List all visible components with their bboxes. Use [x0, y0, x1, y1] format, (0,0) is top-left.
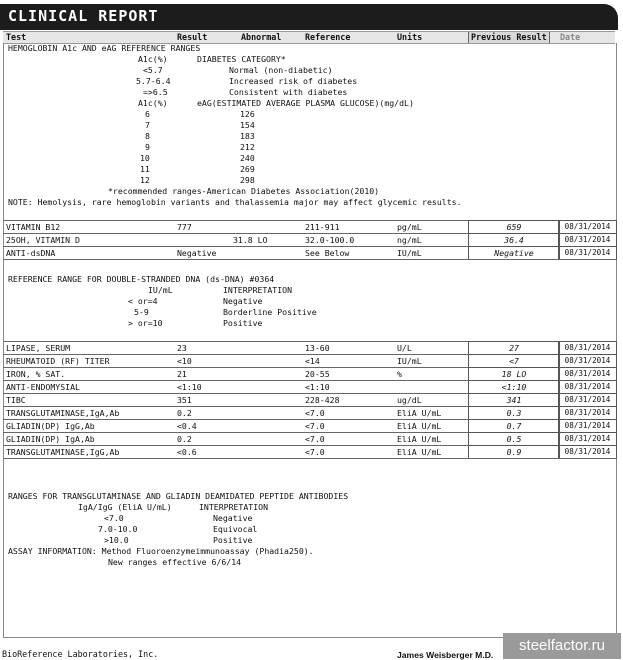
ttg-desc: Negative — [213, 513, 253, 523]
test-name: TRANSGLUTAMINASE,IgA,Ab — [6, 408, 120, 418]
hba1c-heading: HEMOGLOBIN A1c AND eAG REFERENCE RANGES — [8, 43, 201, 53]
dsdna-heading: REFERENCE RANGE FOR DOUBLE-STRANDED DNA (ds-DNA) #0364 — [8, 274, 275, 284]
eag-value: 126 — [240, 109, 255, 119]
dsdna-desc: Positive — [223, 318, 263, 328]
reference-range: <1:10 — [305, 382, 330, 392]
previous-result: Negative — [468, 246, 560, 260]
eag-a1c: 10 — [140, 153, 150, 163]
eag-a1c: 8 — [145, 131, 150, 141]
result-value: 0.2 — [177, 408, 192, 418]
table-row — [3, 419, 615, 432]
category-desc: Increased risk of diabetes — [229, 76, 358, 86]
eag-value: 298 — [240, 175, 255, 185]
units: EliA U/mL — [397, 447, 442, 457]
result-value: <0.6 — [177, 447, 197, 457]
test-name: TRANSGLUTAMINASE,IgG,Ab — [6, 447, 120, 457]
hemolysis-note: NOTE: Hemolysis, rare hemoglobin variants and thalassemia major may affect glycemic results. — [8, 197, 462, 207]
result-value: 23 — [177, 343, 187, 353]
lab-name: BioReference Laboratories, Inc. — [2, 649, 159, 659]
dsdna-range: < or=4 — [128, 296, 158, 306]
ttg-range: >10.0 — [104, 535, 129, 545]
previous-date: 08/31/2014 — [558, 380, 617, 394]
ada-footnote: *recommended ranges-American Diabetes Association(2010) — [108, 186, 380, 196]
test-name: VITAMIN B12 — [6, 222, 61, 232]
report-title: CLINICAL REPORT — [8, 7, 159, 25]
test-name: RHEUMATOID (RF) TITER — [6, 356, 110, 366]
ttg-desc: Positive — [213, 535, 253, 545]
previous-date: 08/31/2014 — [558, 393, 617, 407]
test-name: ANTI-dsDNA — [6, 248, 56, 258]
reference-range: <7.0 — [305, 434, 325, 444]
result-value: Negative — [177, 248, 217, 258]
previous-date: 08/31/2014 — [558, 233, 617, 247]
result-value: 777 — [177, 222, 192, 232]
table-row — [3, 432, 615, 445]
diabetes-category-label: DIABETES CATEGORY* — [197, 54, 286, 64]
test-name: ANTI-ENDOMYSIAL — [6, 382, 80, 392]
previous-result: 341 — [468, 393, 560, 407]
dsdna-desc: Borderline Positive — [223, 307, 317, 317]
dsdna-range: 5-9 — [134, 307, 149, 317]
previous-result: 36.4 — [468, 233, 560, 247]
units: ng/mL — [397, 235, 422, 245]
category-range: =>6.5 — [143, 87, 168, 97]
reference-range: <14 — [305, 356, 320, 366]
result-value: 0.2 — [177, 434, 192, 444]
dsdna-col-units: IU/mL — [148, 285, 173, 295]
result-value: <1:10 — [177, 382, 202, 392]
reference-range: <7.0 — [305, 408, 325, 418]
eag-value: 240 — [240, 153, 255, 163]
test-name: IRON, % SAT. — [6, 369, 66, 379]
previous-date: 08/31/2014 — [558, 354, 617, 368]
dsdna-range: > or=10 — [128, 318, 163, 328]
previous-result: 27 — [468, 341, 560, 355]
reference-range: 32.0-100.0 — [305, 235, 355, 245]
table-row — [3, 233, 615, 246]
test-name: GLIADIN(DP) IgA,Ab — [6, 434, 95, 444]
test-name: 25OH, VITAMIN D — [6, 235, 80, 245]
test-name: GLIADIN(DP) IgG,Ab — [6, 421, 95, 431]
eag-value: 154 — [240, 120, 255, 130]
result-value: <0.4 — [177, 421, 197, 431]
assay-information: ASSAY INFORMATION: Method Fluoroenzymeimmunoassay (Phadia250). — [8, 546, 314, 556]
table-row — [3, 246, 615, 259]
previous-date: 08/31/2014 — [558, 419, 617, 433]
a1c-label-2: A1c(%) — [138, 98, 168, 108]
units: EliA U/mL — [397, 408, 442, 418]
units: ug/dL — [397, 395, 422, 405]
ttg-range: 7.0-10.0 — [98, 524, 138, 534]
units: % — [397, 369, 402, 379]
category-range: <5.7 — [143, 65, 163, 75]
dsdna-desc: Negative — [223, 296, 263, 306]
abnormal-value: 31.8 LO — [233, 235, 268, 245]
col-test: Test — [6, 32, 27, 42]
eag-a1c: 7 — [145, 120, 150, 130]
units: EliA U/mL — [397, 421, 442, 431]
col-result: Result — [177, 32, 208, 42]
units: EliA U/mL — [397, 434, 442, 444]
units: pg/mL — [397, 222, 422, 232]
previous-date: 08/31/2014 — [558, 406, 617, 420]
ttg-range: <7.0 — [104, 513, 124, 523]
col-reference: Reference — [305, 32, 351, 42]
reference-range: <7.0 — [305, 447, 325, 457]
units: IU/mL — [397, 356, 422, 366]
reference-range: 228-428 — [305, 395, 340, 405]
eag-value: 269 — [240, 164, 255, 174]
previous-result: 659 — [468, 220, 560, 234]
ttg-col-interpretation: INTERPRETATION — [199, 502, 269, 512]
previous-date: 08/31/2014 — [558, 367, 617, 381]
a1c-label: A1c(%) — [138, 54, 168, 64]
previous-result: <7 — [468, 354, 560, 368]
reference-range: 13-60 — [305, 343, 330, 353]
table-row — [3, 341, 615, 354]
divider — [3, 259, 615, 260]
dsdna-col-interpretation: INTERPRETATION — [223, 285, 293, 295]
col-previous-result: Previous Result — [468, 32, 550, 43]
table-row — [3, 220, 615, 233]
eag-a1c: 6 — [145, 109, 150, 119]
reference-range: <7.0 — [305, 421, 325, 431]
test-name: TIBC — [6, 395, 26, 405]
units: U/L — [397, 343, 412, 353]
previous-date: 08/31/2014 — [558, 445, 617, 459]
previous-date: 08/31/2014 — [558, 246, 617, 260]
table-row — [3, 393, 615, 406]
ttg-heading: RANGES FOR TRANSGLUTAMINASE AND GLIADIN DEAMIDATED PEPTIDE ANTIBODIES — [8, 491, 349, 501]
previous-result: 0.3 — [468, 406, 560, 420]
col-units: Units — [397, 32, 423, 42]
watermark-text: steelfactor.ru — [519, 637, 605, 654]
physician-name: James Weisberger M.D. — [397, 650, 494, 660]
eag-value: 212 — [240, 142, 255, 152]
result-value: 351 — [177, 395, 192, 405]
ranges-effective: New ranges effective 6/6/14 — [108, 557, 242, 567]
watermark-badge — [503, 633, 621, 659]
result-value: 21 — [177, 369, 187, 379]
category-desc: Normal (non-diabetic) — [229, 65, 333, 75]
reference-range: 211-911 — [305, 222, 340, 232]
previous-result: 0.7 — [468, 419, 560, 433]
previous-date: 08/31/2014 — [558, 432, 617, 446]
category-range: 5.7-6.4 — [136, 76, 171, 86]
ttg-col-units: IgA/IgG (EliA U/mL) — [78, 502, 172, 512]
col-date: Date — [560, 32, 581, 42]
category-desc: Consistent with diabetes — [229, 87, 348, 97]
col-abnormal: Abnormal — [241, 32, 282, 42]
table-row — [3, 445, 615, 458]
eag-a1c: 9 — [145, 142, 150, 152]
table-row — [3, 406, 615, 419]
previous-result: 0.9 — [468, 445, 560, 459]
eag-label: eAG(ESTIMATED AVERAGE PLASMA GLUCOSE)(mg/dL) — [197, 98, 414, 108]
result-value: <10 — [177, 356, 192, 366]
table-row — [3, 380, 615, 393]
previous-date: 08/31/2014 — [558, 341, 617, 355]
divider — [3, 458, 615, 459]
previous-date: 08/31/2014 — [558, 220, 617, 234]
reference-range: 20-55 — [305, 369, 330, 379]
report-header — [0, 4, 618, 30]
eag-value: 183 — [240, 131, 255, 141]
ttg-desc: Equivocal — [213, 524, 258, 534]
eag-a1c: 12 — [140, 175, 150, 185]
units: IU/mL — [397, 248, 422, 258]
previous-result: 0.5 — [468, 432, 560, 446]
test-name: LIPASE, SERUM — [6, 343, 71, 353]
table-row — [3, 354, 615, 367]
eag-a1c: 11 — [140, 164, 150, 174]
previous-result: 18 LO — [468, 367, 560, 381]
reference-range: See Below — [305, 248, 350, 258]
previous-result: <1:10 — [468, 380, 560, 394]
table-row — [3, 367, 615, 380]
